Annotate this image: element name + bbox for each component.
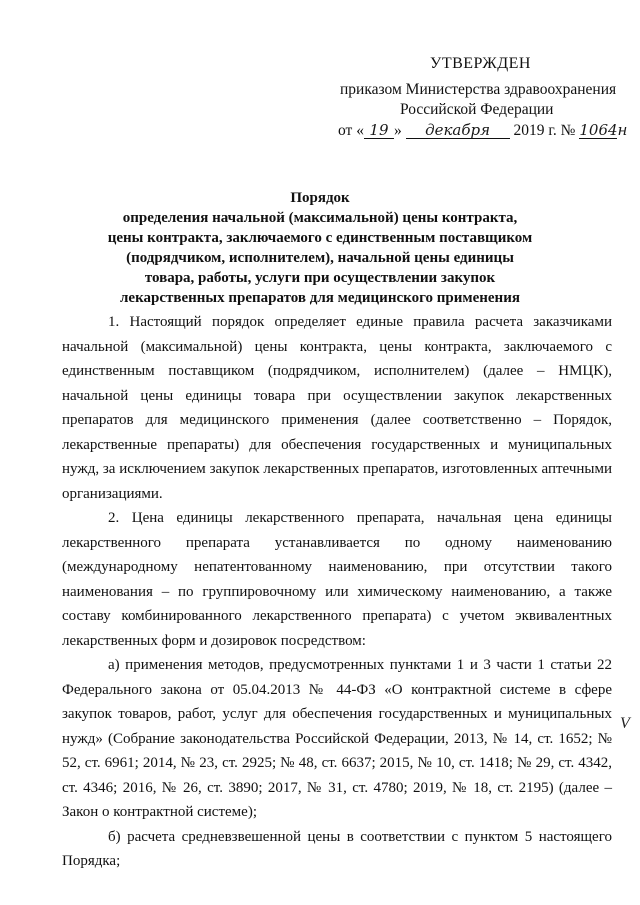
document-title (0, 188, 640, 308)
title-line-5: товара, работы, услуги при осуществлении закупок (144, 270, 496, 286)
title-line-4: (подрядчиком, исполнителем), начальной цены единицы (126, 250, 514, 266)
handwritten-month: декабря (406, 120, 510, 139)
date-prefix: от « (338, 122, 364, 139)
paragraph-2a: а) применения методов, предусмотренных пунктами 1 и 3 части 1 статьи 22 Федерального закона от 05.04.2013 № 44-ФЗ «О контрактной системе в сфере закупок товаров, работ, услуг для обеспечения государственных и муниципальных нужд» (Собрание законодательства Российской Федерации, 2013, № 14, ст. 1652; № 52, ст. 6961; 2014, № 23, ст. 2925; № 48, ст. 6637; 2015, № 10, ст. 1418; № 29, ст. 4342, ст. 4346; 2016, № 26, ст. 3890; 2017, № 31, ст. 4780; 2019, № 18, ст. 2195) (далее – Закон о контрактной системе); (62, 657, 612, 820)
paragraph-2b: б) расчета средневзвешенной цены в соответствии с пунктом 5 настоящего Порядка; (62, 828, 612, 869)
handwritten-day: 19 (364, 120, 394, 139)
paragraph-2: 2. Цена единицы лекарственного препарата, начальная цена единицы лекарственного препарата устанавливается по одному наименованию (международному непатентованному наименованию, при отсутствии такого наименования – по группировочному или химическому наименованию, а также составу комбинированного лекарственного препарата) с учетом эквивалентных лекарственных форм и дозировок посредством: (62, 510, 612, 649)
approval-country: Российской Федерации (400, 101, 554, 118)
handwritten-order-number: 1064н (579, 121, 628, 139)
title-line-3: цены контракта, заключаемого с единственным поставщиком (107, 230, 533, 246)
title-line-6: лекарственных препаратов для медицинского применения (120, 290, 520, 306)
approval-stamp: УТВЕРЖДЕН (430, 55, 531, 72)
margin-check-mark: V (620, 715, 630, 732)
date-year: 2019 г. № (513, 122, 576, 139)
title-line-1: Порядок (290, 190, 350, 206)
approval-ministry: приказом Министерства здравоохранения (340, 81, 617, 98)
approval-date-line (338, 120, 628, 141)
date-mid: » (393, 122, 402, 139)
title-line-2: определения начальной (максимальной) цены контракта, (122, 210, 518, 226)
document-body (62, 310, 612, 874)
paragraph-1: 1. Настоящий порядок определяет единые правила расчета заказчиками начальной (максимальной) цены контракта, цены контракта, заключаемого с единственным поставщиком (подрядчиком, исполнителем) (далее – НМЦК), начальной цены единицы товара при осуществлении закупок лекарственных препаратов для медицинского применения (далее соответственно – Порядок, лекарственные препараты) для обеспечения государственных и муниципальных нужд, за исключением закупок лекарственных препаратов, изготовленных аптечными организациями. (62, 314, 612, 502)
